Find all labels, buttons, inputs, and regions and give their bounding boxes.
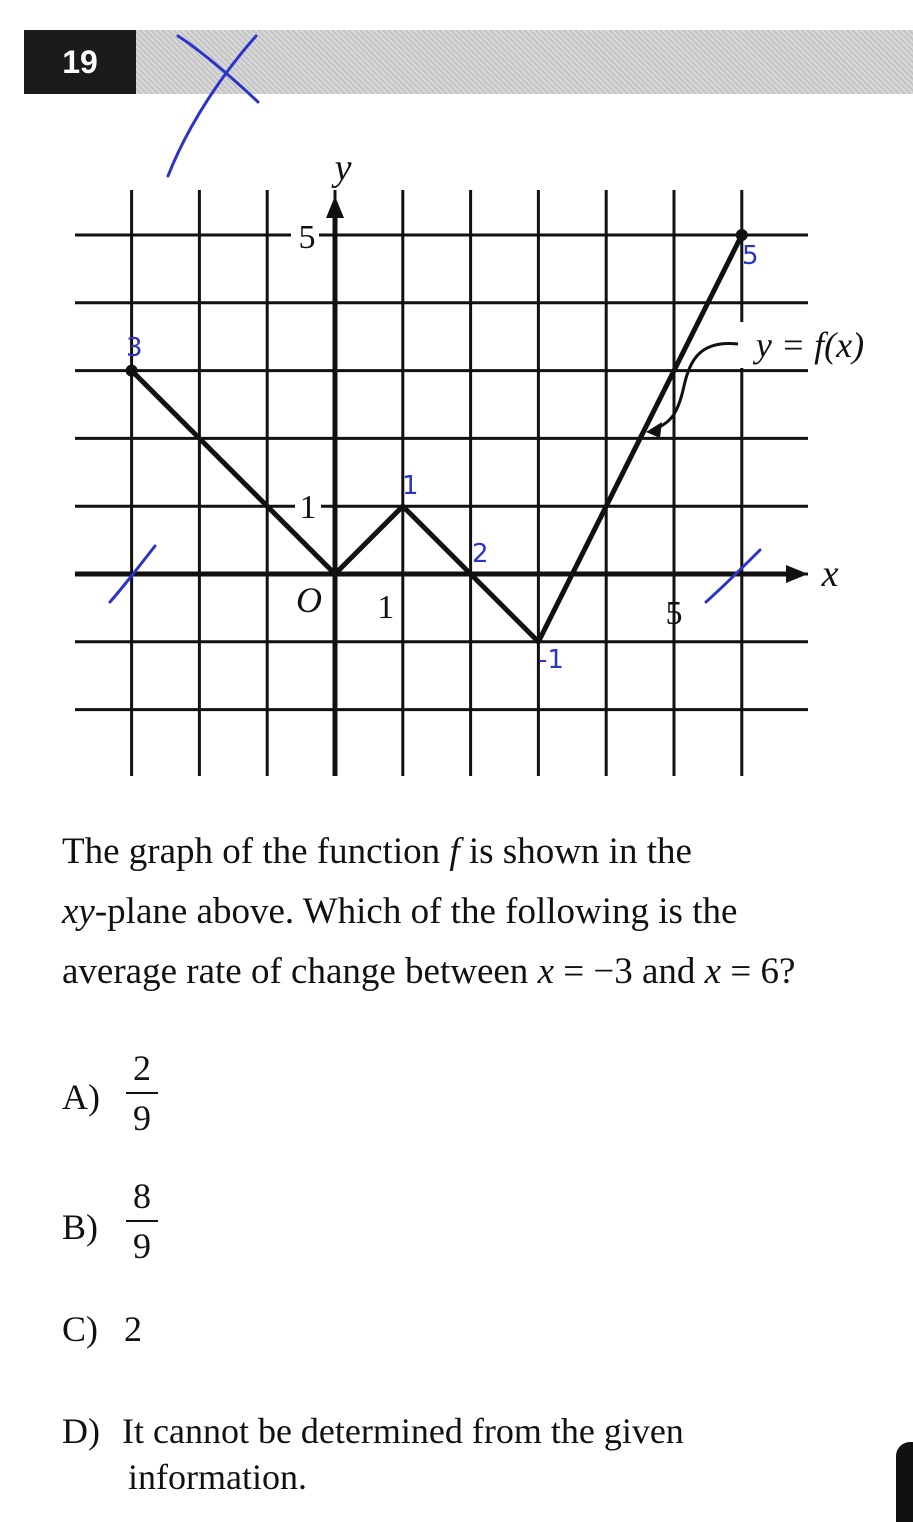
choice-c-letter: C) (62, 1309, 98, 1349)
curve-endpoint (736, 229, 748, 241)
x-axis-arrow (786, 565, 808, 583)
scroll-corner (896, 1442, 913, 1522)
y-axis-arrow (326, 196, 344, 218)
tick-label-y-5: 5 (298, 219, 316, 256)
choice-d-text-2: information. (128, 1457, 307, 1497)
tick-label-x-5: 5 (665, 595, 683, 632)
choice-a[interactable] (62, 1076, 124, 1118)
annotation-point-d: -1 (538, 645, 564, 675)
handwritten-annotations (110, 36, 760, 675)
annotation-point-b: 1 (402, 471, 419, 501)
y-axis-label: y (334, 147, 352, 189)
choice-c-text: 2 (124, 1309, 142, 1349)
choice-d-text-1: It cannot be determined from the given (122, 1411, 684, 1451)
graph-axes (75, 196, 808, 776)
tick-label-y-1: 1 (299, 489, 317, 527)
choice-b-letter: B) (62, 1207, 98, 1247)
choice-b-fraction: 8 9 (122, 1176, 162, 1266)
annotation-point-a: 3 (126, 333, 143, 363)
origin-label: O (296, 580, 322, 620)
x-mark-stroke-2 (168, 36, 256, 176)
curve-label: y = f(x) (755, 325, 865, 365)
choice-a-letter: A) (62, 1077, 100, 1117)
x-axis-label: x (821, 553, 839, 595)
graph-grid (75, 190, 808, 776)
curve-endpoint (126, 365, 138, 377)
choice-d-letter: D) (62, 1411, 100, 1451)
annotation-point-e: 5 (742, 241, 759, 271)
tick-label-x-1: 1 (377, 589, 395, 626)
choice-a-fraction: 2 9 (122, 1048, 162, 1138)
question-number: 19 (24, 30, 136, 94)
choice-d[interactable] (62, 1408, 822, 1500)
question-text: The graph of the function f is shown in the xy-plane above. Which of the following is the average rate of change between x = −3 and x = 6? (62, 831, 796, 992)
choice-c[interactable] (62, 1308, 142, 1350)
annotation-point-c: 2 (472, 539, 489, 569)
choice-b[interactable] (62, 1206, 124, 1248)
graph-labels (291, 147, 886, 632)
